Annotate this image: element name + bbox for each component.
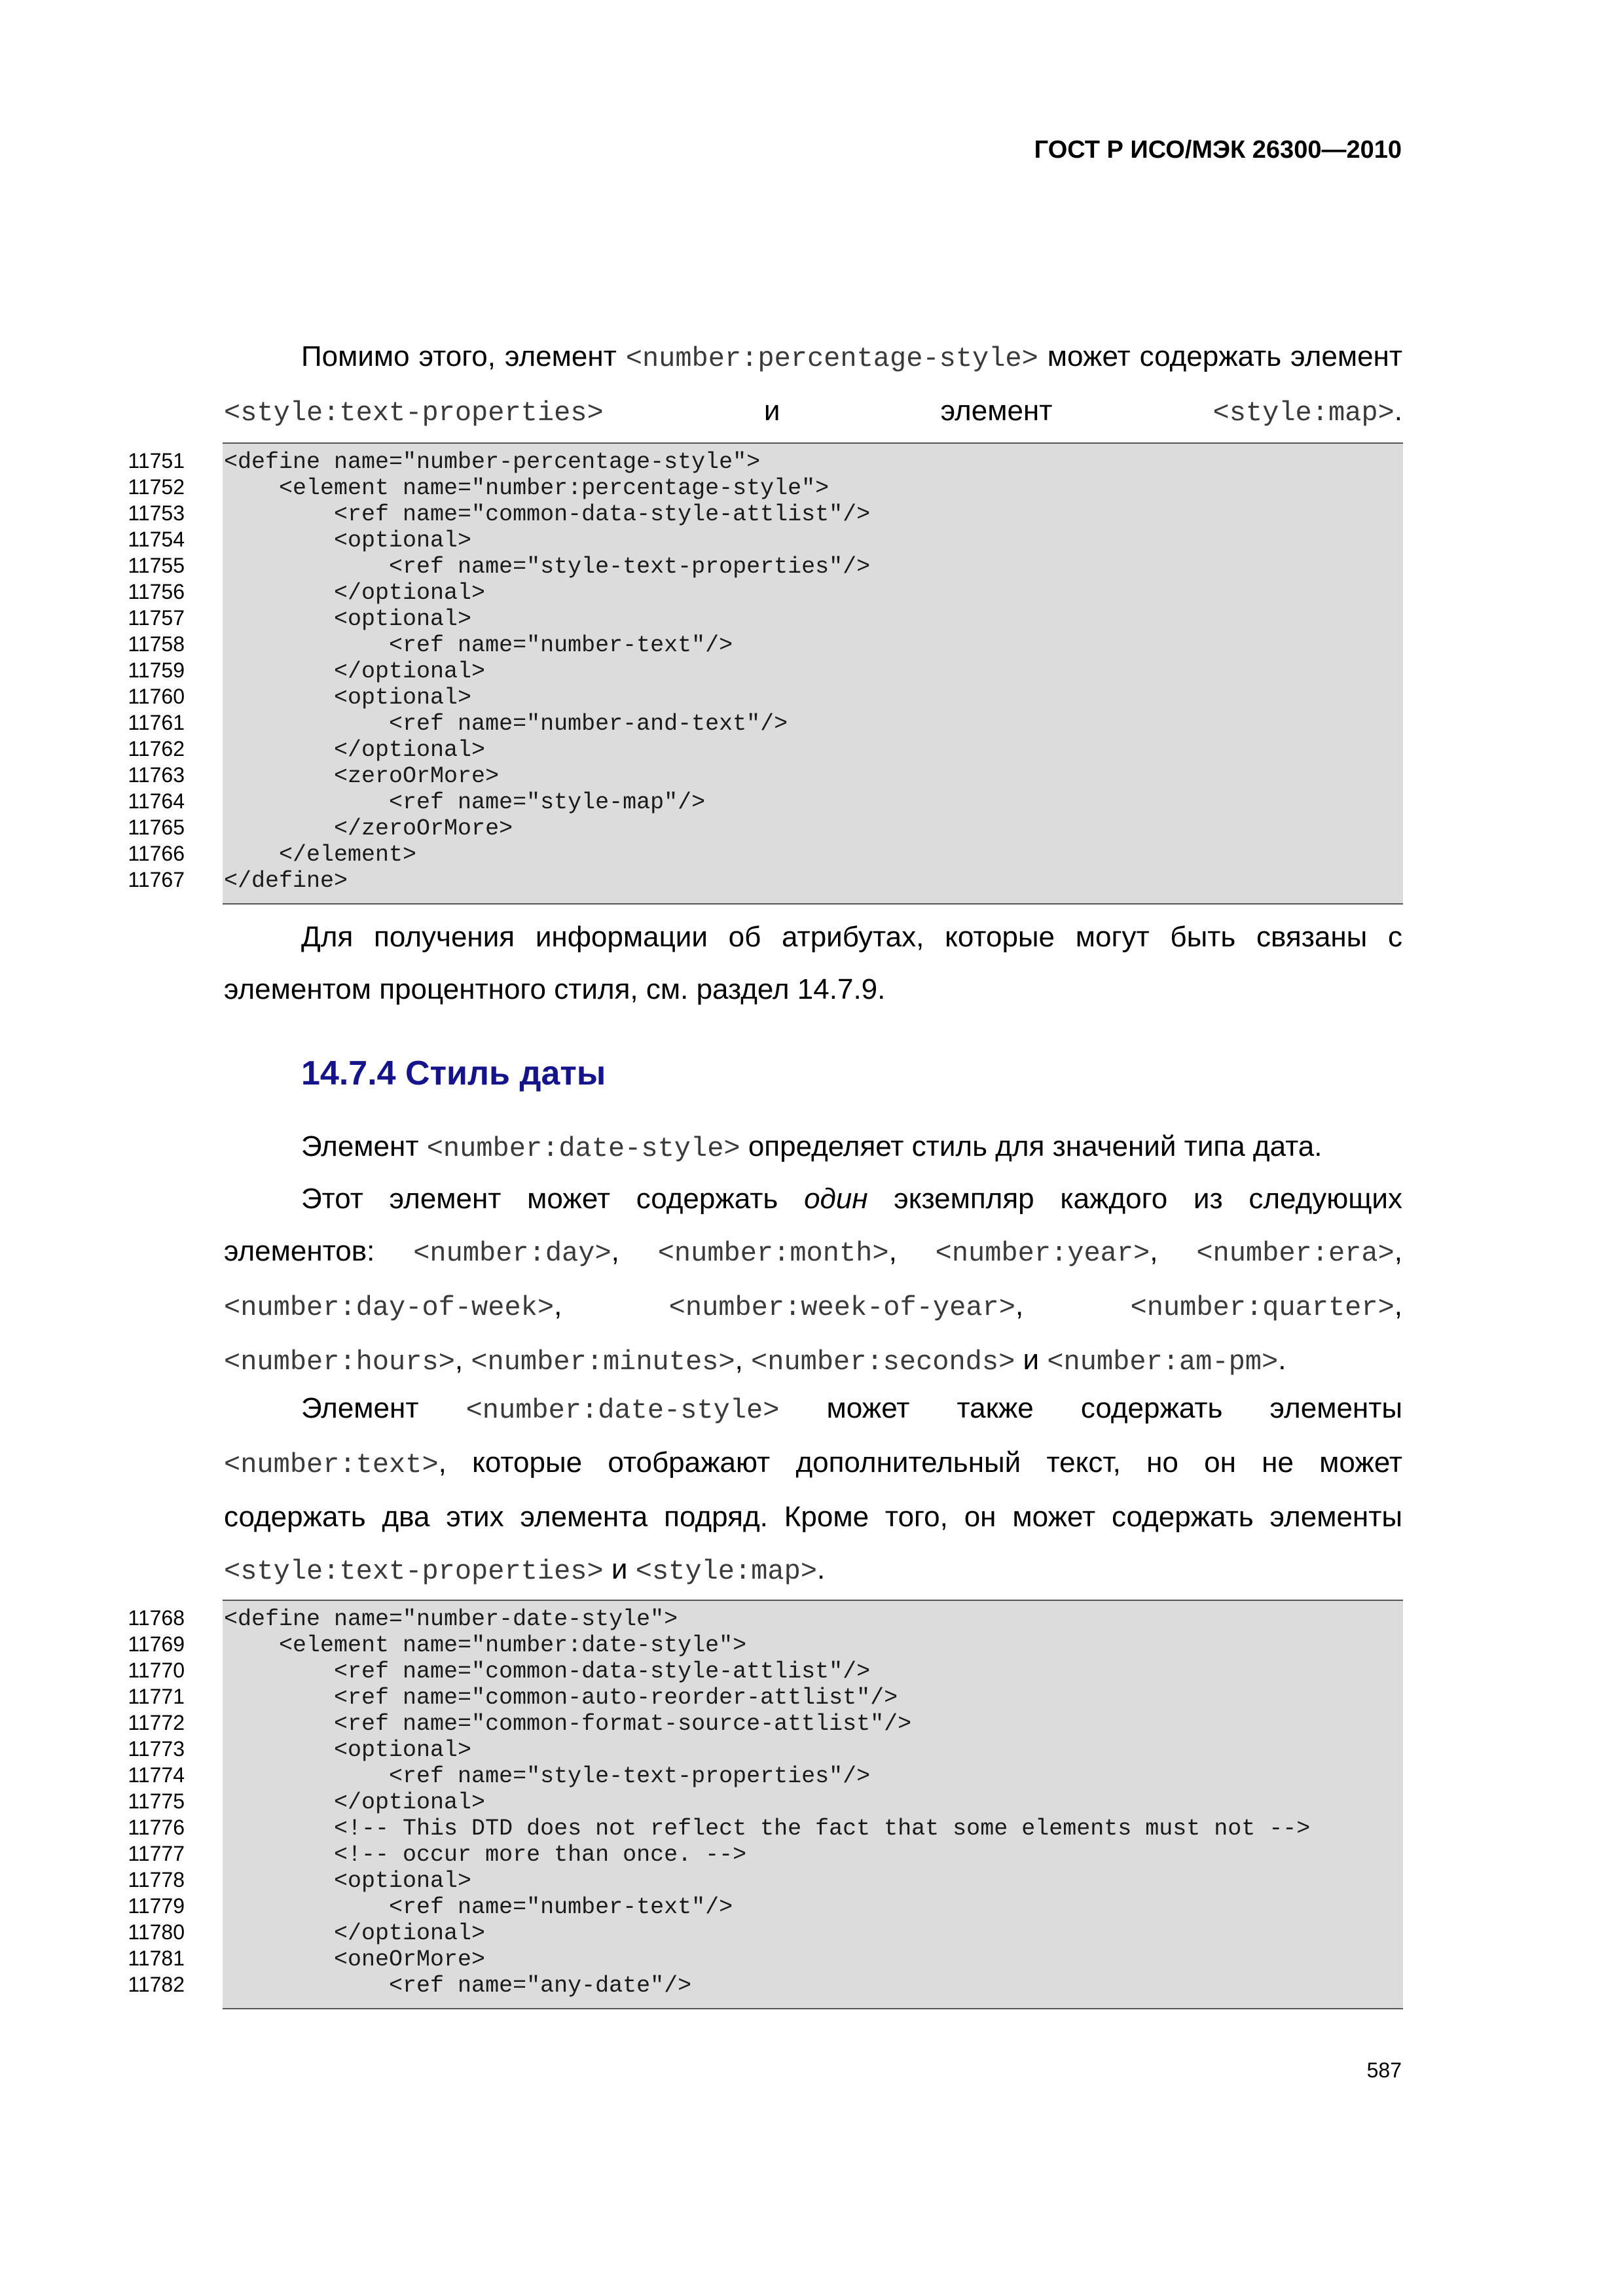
p2-sep: , (611, 1235, 658, 1267)
p2-code-week-of-year: <number:week-of-year> (668, 1292, 1015, 1323)
intro-code-3: <style:map> (1213, 397, 1395, 429)
p3-code-4: <style:map> (635, 1556, 817, 1587)
p2-code-quarter: <number:quarter> (1130, 1292, 1395, 1323)
code-line: <ref name="any-date"/> (224, 1973, 692, 1999)
code-line: </element> (224, 842, 417, 868)
line-number: 11756 (128, 580, 185, 603)
p1-text-1: Элемент (301, 1130, 427, 1162)
code-line: </optional> (224, 580, 486, 606)
line-number: 11758 (128, 632, 185, 656)
p2-code-era: <number:era> (1196, 1238, 1395, 1269)
p3-text-2: может также содержать элементы (779, 1392, 1402, 1424)
attribute-note: Для получения информации об атрибутах, которые могут быть связаны с элементом процентного стиля, см. раздел 14.7.9. (224, 921, 1402, 1005)
p2-text-2: экземпляр каждого из следующих элементов: (224, 1183, 1402, 1267)
code-line: <optional> (224, 1737, 472, 1763)
line-number: 11772 (128, 1711, 185, 1734)
line-number: 11751 (128, 449, 185, 473)
line-number: 11782 (128, 1973, 185, 1996)
code-line: <optional> (224, 685, 472, 711)
code-line: <define name="number-percentage-style"> (224, 449, 761, 475)
p2-code-month: <number:month> (657, 1238, 889, 1269)
line-number: 11762 (128, 737, 185, 761)
code-line: <element name="number:date-style"> (224, 1632, 747, 1659)
p2-code-day: <number:day> (413, 1238, 611, 1269)
line-number: 11755 (128, 554, 185, 577)
p3-text-5: . (816, 1553, 826, 1585)
p2-sep: и (1015, 1344, 1048, 1376)
p2-sep: , (888, 1235, 936, 1267)
line-number: 11752 (128, 475, 185, 499)
line-number: 11778 (128, 1868, 185, 1892)
paragraph-elements-list (224, 1173, 1402, 1388)
line-number: 11761 (128, 711, 185, 734)
code-line: <ref name="style-map"/> (224, 789, 706, 816)
intro-text-4: . (1394, 395, 1402, 427)
p2-sep: . (1278, 1344, 1286, 1376)
code-line: <ref name="number-text"/> (224, 632, 733, 658)
code-line: <ref name="common-auto-reorder-attlist"/> (224, 1685, 898, 1711)
code-line: <ref name="common-data-style-attlist"/> (224, 1659, 871, 1685)
code-block-2 (223, 1600, 1403, 2009)
p2-code-day-of-week: <number:day-of-week> (224, 1292, 555, 1323)
document-header: ГОСТ Р ИСО/МЭК 26300—2010 (1034, 136, 1402, 164)
line-number: 11753 (128, 501, 185, 525)
intro-paragraph (224, 331, 1402, 439)
intro-code-2: <style:text-properties> (224, 397, 604, 429)
code-line: <optional> (224, 528, 472, 554)
line-number: 11775 (128, 1789, 185, 1813)
p2-sep: , (1394, 1235, 1402, 1267)
line-number: 11779 (128, 1894, 185, 1918)
intro-text-1: Помимо этого, элемент (301, 340, 626, 372)
p2-sep: , (1015, 1289, 1131, 1321)
p1-text-2: определяет стиль для значений типа дата. (740, 1130, 1322, 1162)
code-line: <ref name="number-text"/> (224, 1894, 733, 1920)
paragraph-text-elements (224, 1382, 1402, 1598)
code-line: <oneOrMore> (224, 1946, 486, 1973)
line-number: 11780 (128, 1920, 185, 1944)
line-number: 11759 (128, 658, 185, 682)
section-heading: 14.7.4 Стиль даты (301, 1054, 606, 1092)
line-number: 11767 (128, 868, 185, 891)
line-number: 11754 (128, 528, 185, 551)
line-number: 11777 (128, 1842, 185, 1865)
p1-code-1: <number:date-style> (426, 1133, 740, 1164)
line-number: 11768 (128, 1606, 185, 1630)
p2-emphasis: один (804, 1183, 868, 1215)
line-number: 11763 (128, 763, 185, 787)
p2-sep: , (554, 1289, 669, 1321)
p3-text-1: Элемент (301, 1392, 466, 1424)
p2-code-minutes: <number:minutes> (471, 1346, 735, 1378)
p2-code-seconds: <number:seconds> (751, 1346, 1015, 1378)
line-number: 11769 (128, 1632, 185, 1656)
code-line: <!-- occur more than once. --> (224, 1842, 747, 1868)
code-line: <!-- This DTD does not reflect the fact that some elements must not --> (224, 1816, 1311, 1842)
code-line: <element name="number:percentage-style"> (224, 475, 830, 501)
code-line: </define> (224, 868, 348, 894)
code-line: <define name="number-date-style"> (224, 1606, 678, 1632)
attribute-note-paragraph (224, 911, 1402, 1016)
code-block-1 (223, 442, 1403, 905)
code-line: <optional> (224, 606, 472, 632)
line-number: 11757 (128, 606, 185, 630)
line-number: 11776 (128, 1816, 185, 1839)
code-line: <ref name="common-format-source-attlist"/> (224, 1711, 912, 1737)
line-number: 11781 (128, 1946, 185, 1970)
code-line: </optional> (224, 1920, 486, 1946)
code-line: <ref name="number-and-text"/> (224, 711, 788, 737)
p3-code-3: <style:text-properties> (224, 1556, 604, 1587)
p2-code-am-pm: <number:am-pm> (1047, 1346, 1279, 1378)
p2-code-hours: <number:hours> (224, 1346, 455, 1378)
line-number: 11770 (128, 1659, 185, 1682)
p3-text-4: и (603, 1553, 636, 1585)
code-line: <ref name="common-data-style-attlist"/> (224, 501, 871, 528)
code-line: </optional> (224, 658, 486, 685)
p3-text-3: , которые отображают дополнительный текст, но он не может содержать два этих элемента подряд. Кроме того, он может содержать элементы (224, 1446, 1402, 1533)
code-line: </zeroOrMore> (224, 816, 513, 842)
code-line: </optional> (224, 737, 486, 763)
paragraph-date-style (224, 1121, 1402, 1175)
p2-sep: , (735, 1344, 752, 1376)
line-number: 11774 (128, 1763, 185, 1787)
line-number: 11765 (128, 816, 185, 839)
line-number: 11771 (128, 1685, 185, 1708)
code-line: <optional> (224, 1868, 472, 1894)
p2-code-year: <number:year> (935, 1238, 1150, 1269)
intro-text-2: может содержать элемент (1038, 340, 1402, 372)
p2-sep: , (1150, 1235, 1197, 1267)
p3-code-2: <number:text> (224, 1449, 439, 1480)
intro-code-1: <number:percentage-style> (625, 343, 1038, 374)
p3-code-1: <number:date-style> (465, 1395, 780, 1426)
line-number: 11773 (128, 1737, 185, 1761)
code-line: <ref name="style-text-properties"/> (224, 554, 871, 580)
code-line: </optional> (224, 1789, 486, 1816)
line-number: 11760 (128, 685, 185, 708)
p2-sep: , (454, 1344, 471, 1376)
line-number: 11764 (128, 789, 185, 813)
line-number: 11766 (128, 842, 185, 865)
p2-text-1: Этот элемент может содержать (301, 1183, 805, 1215)
code-line: <zeroOrMore> (224, 763, 500, 789)
page-number: 587 (1366, 2058, 1402, 2082)
p2-sep: , (1394, 1289, 1403, 1321)
intro-text-3: и элемент (603, 395, 1213, 427)
code-line: <ref name="style-text-properties"/> (224, 1763, 871, 1789)
